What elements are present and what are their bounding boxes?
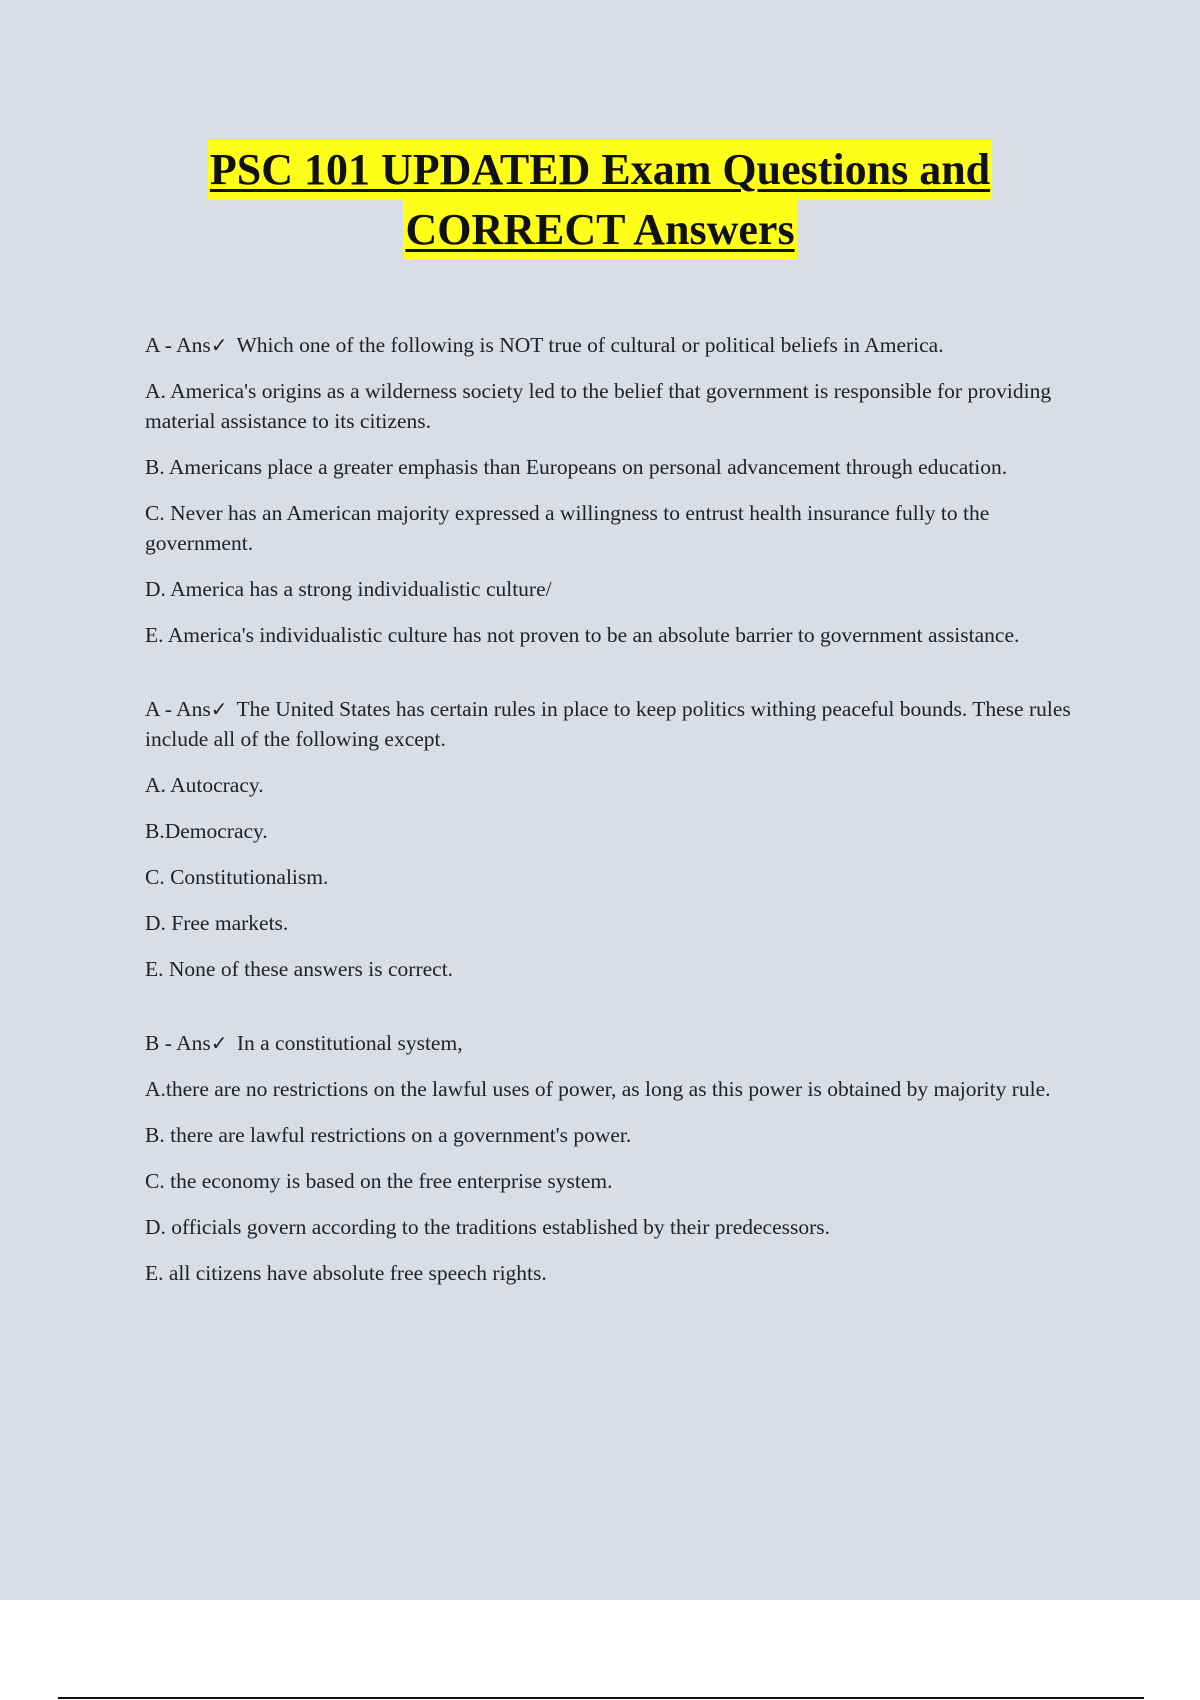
checkmark-icon: ✓ <box>210 1031 228 1055</box>
question-prompt: In a constitutional system, <box>236 1031 463 1055</box>
title-line-2: CORRECT Answers <box>403 200 796 260</box>
answer-option: C. Never has an American majority expressed a willingness to entrust health insurance fully to the government. <box>145 501 990 555</box>
answer-option: D. officials govern according to the traditions established by their predecessors. <box>145 1215 831 1239</box>
question-block-3 <box>145 1028 1080 1288</box>
answer-option: A. Autocracy. <box>145 773 264 797</box>
question-text <box>145 694 1080 754</box>
checkmark-icon: ✓ <box>210 333 228 357</box>
answer-option: D. Free markets. <box>145 911 289 935</box>
checkmark-icon: ✓ <box>210 697 228 721</box>
answer-option: C. Constitutionalism. <box>145 865 329 889</box>
answer-option: E. America's individualistic culture has not proven to be an absolute barrier to government assistance. <box>145 623 1020 647</box>
footer-divider <box>58 1697 1144 1699</box>
question-prompt: The United States has certain rules in place to keep politics withing peaceful bounds. These rules include all of the following except. <box>145 697 1071 751</box>
answer-option: E. None of these answers is correct. <box>145 957 454 981</box>
document-title <box>0 140 1200 260</box>
answer-key: B - Ans <box>145 1031 211 1055</box>
answer-key: A - Ans <box>145 697 211 721</box>
question-block-2 <box>145 694 1080 984</box>
answer-option: B. Americans place a greater emphasis than Europeans on personal advancement through education. <box>145 455 1008 479</box>
answer-option: E. all citizens have absolute free speech rights. <box>145 1261 547 1285</box>
question-text <box>145 330 1080 360</box>
answer-option: B. there are lawful restrictions on a government's power. <box>145 1123 632 1147</box>
answer-option: B.Democracy. <box>145 819 268 843</box>
question-prompt: Which one of the following is NOT true of cultural or political beliefs in America. <box>236 333 944 357</box>
answer-option: C. the economy is based on the free enterprise system. <box>145 1169 613 1193</box>
title-line-1: PSC 101 UPDATED Exam Questions and <box>208 140 992 200</box>
question-list <box>145 330 1080 1332</box>
answer-option: D. America has a strong individualistic culture/ <box>145 577 552 601</box>
question-text <box>145 1028 1080 1058</box>
answer-option: A. America's origins as a wilderness society led to the belief that government is responsible for providing material assistance to its citizens. <box>145 379 1052 433</box>
answer-key: A - Ans <box>145 333 211 357</box>
answer-option: A.there are no restrictions on the lawful uses of power, as long as this power is obtained by majority rule. <box>145 1077 1051 1101</box>
question-block-1 <box>145 330 1080 650</box>
